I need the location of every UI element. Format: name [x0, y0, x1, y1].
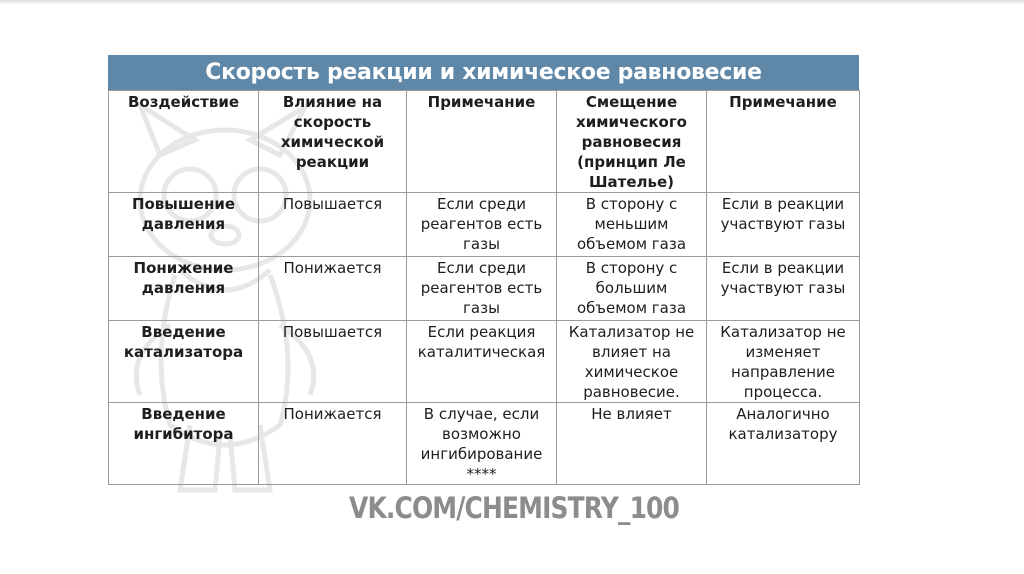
row-rate-note: В случае, если возможно ингибирование **** — [407, 403, 557, 485]
row-rate-effect: Повышается — [259, 193, 407, 257]
row-rate-effect: Повышается — [259, 321, 407, 403]
column-header-impact: Воздействие — [109, 91, 259, 193]
table-row — [109, 321, 860, 403]
row-shift-note: Катализатор не изменяет направление процесса. — [707, 321, 860, 403]
row-rate-effect: Понижается — [259, 403, 407, 485]
slide — [108, 55, 859, 483]
column-header-equilibrium-shift: Смещение химического равновесия (принцип Ле Шателье) — [557, 91, 707, 193]
row-rate-note: Если реакция каталитическая — [407, 321, 557, 403]
comparison-table — [108, 90, 860, 485]
row-rate-effect: Понижается — [259, 257, 407, 321]
slide-title: Скорость реакции и химическое равновесие — [108, 55, 859, 90]
row-equilibrium-shift: В сторону с меньшим объемом газа — [557, 193, 707, 257]
row-rate-note: Если среди реагентов есть газы — [407, 193, 557, 257]
column-header-rate-effect: Влияние на скорость химической реакции — [259, 91, 407, 193]
row-equilibrium-shift: Не влияет — [557, 403, 707, 485]
top-shadow-rule — [0, 0, 1024, 5]
table-row — [109, 193, 860, 257]
column-header-rate-note: Примечание — [407, 91, 557, 193]
table-header-row — [109, 91, 860, 193]
row-shift-note: Если в реакции участвуют газы — [707, 257, 860, 321]
row-factor: Введение катализатора — [109, 321, 259, 403]
row-equilibrium-shift: Катализатор не влияет на химическое равновесие. — [557, 321, 707, 403]
row-factor: Введение ингибитора — [109, 403, 259, 485]
table-row — [109, 403, 860, 485]
row-shift-note: Аналогично катализатору — [707, 403, 860, 485]
column-header-shift-note: Примечание — [707, 91, 860, 193]
row-rate-note: Если среди реагентов есть газы — [407, 257, 557, 321]
source-watermark-link: VK.COM/CHEMISTRY_100 — [349, 491, 680, 525]
row-factor: Понижение давления — [109, 257, 259, 321]
row-factor: Повышение давления — [109, 193, 259, 257]
table-row — [109, 257, 860, 321]
row-shift-note: Если в реакции участвуют газы — [707, 193, 860, 257]
row-equilibrium-shift: В сторону с большим объемом газа — [557, 257, 707, 321]
